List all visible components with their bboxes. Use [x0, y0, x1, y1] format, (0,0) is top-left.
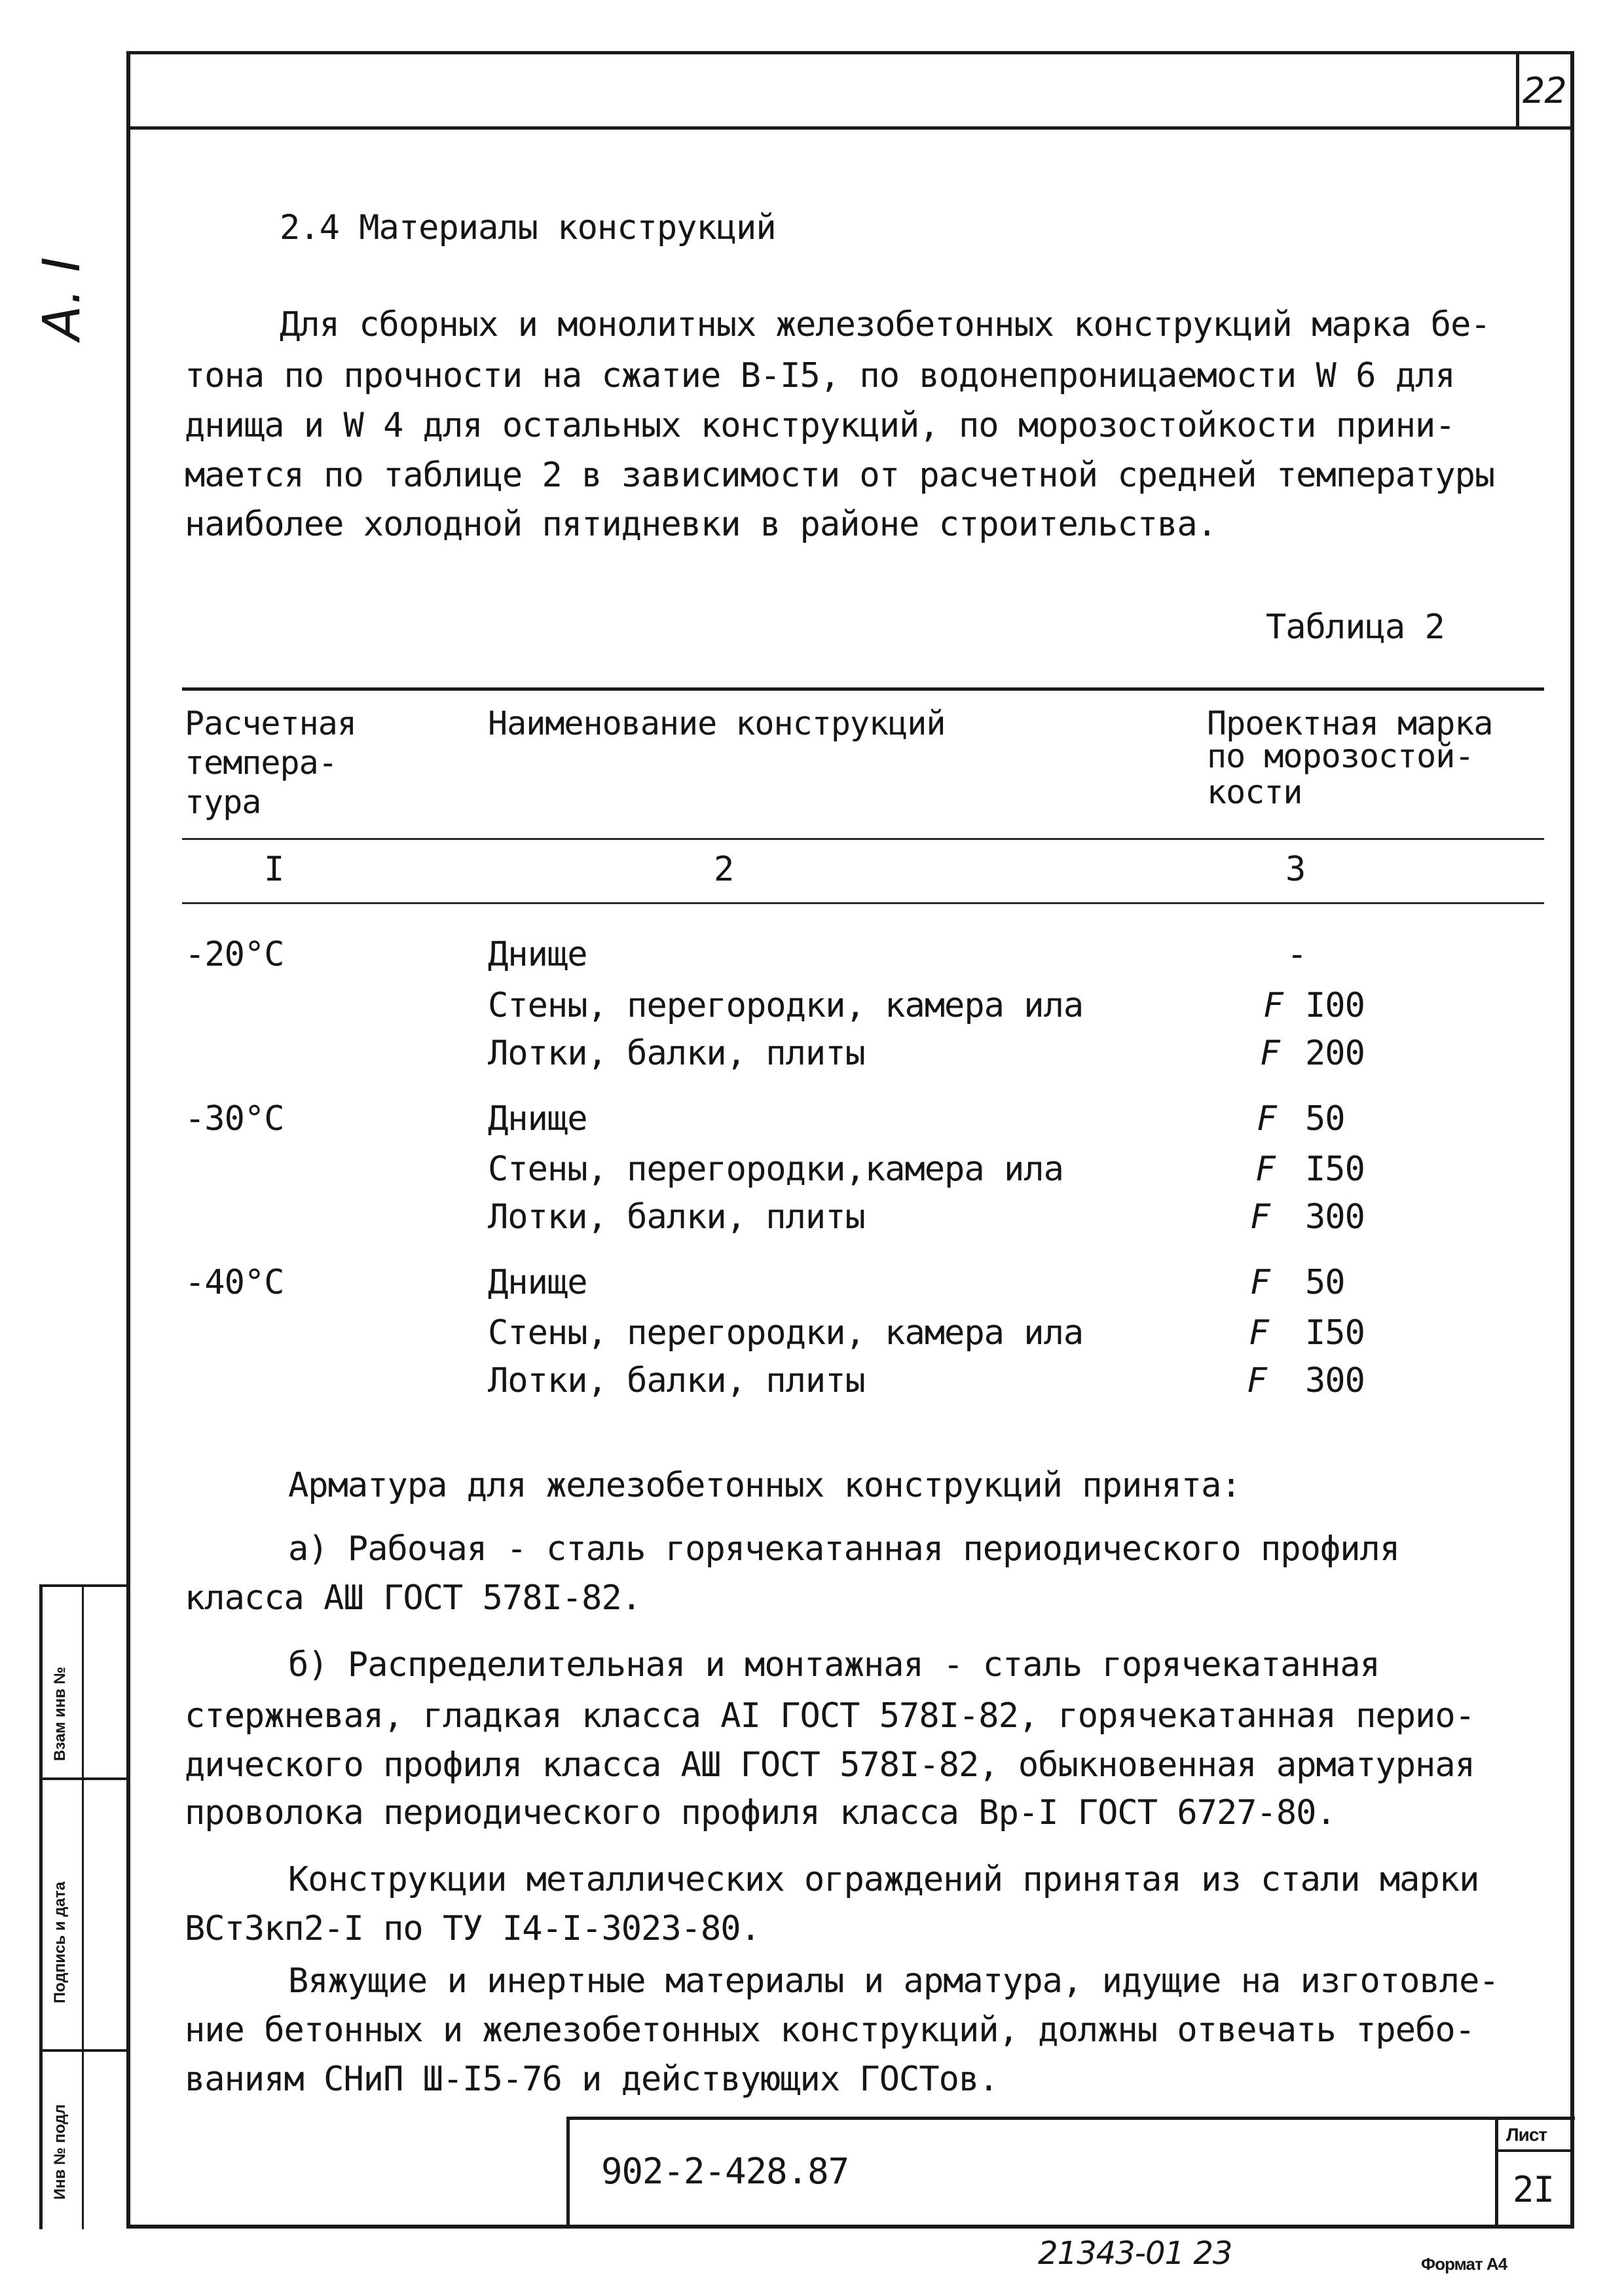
- page-number-box-left: [1516, 51, 1519, 128]
- structure-name: Стены, перегородки,камера ила: [488, 1150, 1063, 1189]
- side-stamp-field: Подпись и дата: [51, 1882, 69, 2003]
- side-stamp-left-line: [39, 1584, 43, 2229]
- frost-grade-value: 50: [1305, 1263, 1345, 1302]
- body-line: а) Рабочая - сталь горячекатанная периодического профиля: [288, 1529, 1400, 1569]
- header-structure-name: Наименование конструкций: [488, 704, 946, 742]
- frame-right-line: [1570, 51, 1574, 2228]
- frame-top-line: [126, 51, 1574, 54]
- frost-grade-letter: F: [1247, 1361, 1266, 1400]
- header-divider: [182, 838, 1544, 840]
- frost-grade-letter: F: [1251, 1263, 1270, 1302]
- header-frost-grade: Проектная марка: [1207, 704, 1493, 742]
- side-stamp-top-line: [39, 1584, 128, 1587]
- structure-name: Стены, перегородки, камера ила: [488, 1313, 1084, 1353]
- structure-name: Лотки, балки, плиты: [488, 1197, 865, 1237]
- frost-grade-value: 200: [1305, 1034, 1365, 1073]
- title-block-left-line: [566, 2117, 570, 2228]
- side-stamp-divider: [39, 2049, 128, 2052]
- title-block-sheet-label-line: [1495, 2149, 1574, 2152]
- header-frost-grade: по морозостой-: [1207, 737, 1474, 775]
- temperature-value: -20°С: [185, 935, 284, 974]
- column-number: I: [264, 850, 284, 889]
- body-line: б) Распределительная и монтажная - сталь горячекатанная: [288, 1645, 1380, 1685]
- body-line: класса АШ ГОСТ 578I-82.: [185, 1578, 642, 1618]
- frost-grade-value: I00: [1305, 986, 1365, 1025]
- title-block-top-line: [566, 2117, 1575, 2120]
- side-stamp-field: Взам инв №: [51, 1666, 69, 1761]
- body-line: стержневая, гладкая класса АI ГОСТ 578I-82, горячекатанная перио-: [185, 1696, 1475, 1736]
- frost-grade-value: 50: [1305, 1099, 1345, 1139]
- side-stamp-field: Инв № подл: [51, 2104, 69, 2200]
- header-separator: [126, 126, 1574, 130]
- column-number-divider: [182, 902, 1544, 904]
- body-line: Арматура для железобетонных конструкций принята:: [288, 1466, 1241, 1505]
- header-temperature: темпера-: [185, 744, 337, 782]
- structure-name: Днище: [488, 935, 587, 974]
- frame-left-line: [126, 51, 130, 2228]
- structure-name: Лотки, балки, плиты: [488, 1034, 865, 1073]
- frost-grade-letter: F: [1264, 986, 1283, 1025]
- header-frost-grade: кости: [1207, 773, 1302, 811]
- column-number: 2: [714, 850, 734, 889]
- frost-grade-value: 300: [1305, 1197, 1365, 1237]
- intro-line: Для сборных и монолитных железобетонных конструкций марка бе-: [280, 305, 1490, 344]
- column-number: 3: [1285, 850, 1306, 889]
- format-label: Формат А4: [1421, 2254, 1507, 2274]
- header-temperature: тура: [185, 783, 261, 821]
- frame-bottom-line: [126, 2225, 1574, 2229]
- frost-grade-value: I50: [1305, 1313, 1365, 1353]
- page-number: 22: [1522, 70, 1566, 111]
- frost-grade-letter: F: [1249, 1313, 1268, 1353]
- header-temperature: Расчетная: [185, 704, 356, 742]
- section-title: 2.4 Материалы конструкций: [280, 208, 776, 247]
- structure-name: Днище: [488, 1099, 587, 1139]
- structure-name: Днище: [488, 1263, 587, 1302]
- intro-line: мается по таблице 2 в зависимости от расчетной средней температуры: [185, 456, 1495, 495]
- body-line: проволока периодического профиля класса Вр-I ГОСТ 6727-80.: [185, 1793, 1336, 1832]
- frost-grade-letter: F: [1257, 1099, 1276, 1139]
- frost-grade-letter: F: [1251, 1197, 1270, 1237]
- frost-grade-value: I50: [1305, 1150, 1365, 1189]
- body-line: ВСт3кп2-I по ТУ I4-I-3023-80.: [185, 1909, 760, 1948]
- body-line: Конструкции металлических ограждений принятая из стали марки: [288, 1860, 1479, 1899]
- intro-line: днища и W 4 для остальных конструкций, по морозостойкости прини-: [185, 406, 1455, 445]
- body-line: дического профиля класса АШ ГОСТ 578I-82, обыкновенная арматурная: [185, 1745, 1475, 1785]
- body-line: Вяжущие и инертные материалы и арматура, идущие на изготовле-: [288, 1961, 1499, 2001]
- document-code: 902-2-428.87: [601, 2151, 849, 2192]
- frost-grade-letter: F: [1261, 1034, 1280, 1073]
- title-block-sheet-divider: [1495, 2117, 1498, 2228]
- sheet-label: Лист: [1506, 2124, 1547, 2145]
- table-caption: Таблица 2: [1266, 608, 1445, 647]
- structure-name: Лотки, балки, плиты: [488, 1361, 865, 1400]
- structure-name: Стены, перегородки, камера ила: [488, 986, 1084, 1025]
- frost-grade-value: -: [1287, 935, 1307, 974]
- table-top-rule: [182, 687, 1544, 691]
- temperature-value: -40°С: [185, 1263, 284, 1302]
- intro-line: наиболее холодной пятидневки в районе строительства.: [185, 505, 1217, 544]
- body-line: ние бетонных и железобетонных конструкций, должны отвечать требо-: [185, 2011, 1475, 2050]
- frost-grade-value: 300: [1305, 1361, 1365, 1400]
- intro-line: тона по прочности на сжатие В-I5, по водонепроницаемости W 6 для: [185, 356, 1455, 395]
- body-line: ваниям СНиП Ш-I5-76 и действующих ГОСТов.: [185, 2060, 999, 2099]
- temperature-value: -30°С: [185, 1099, 284, 1139]
- side-stamp-mid-line: [82, 1584, 84, 2229]
- frost-grade-letter: F: [1256, 1150, 1275, 1189]
- archive-number: 21343-01 23: [1038, 2235, 1232, 2272]
- side-stamp-divider: [39, 1777, 128, 1780]
- margin-mark: A. I: [33, 257, 92, 340]
- sheet-number: 2I: [1513, 2169, 1555, 2210]
